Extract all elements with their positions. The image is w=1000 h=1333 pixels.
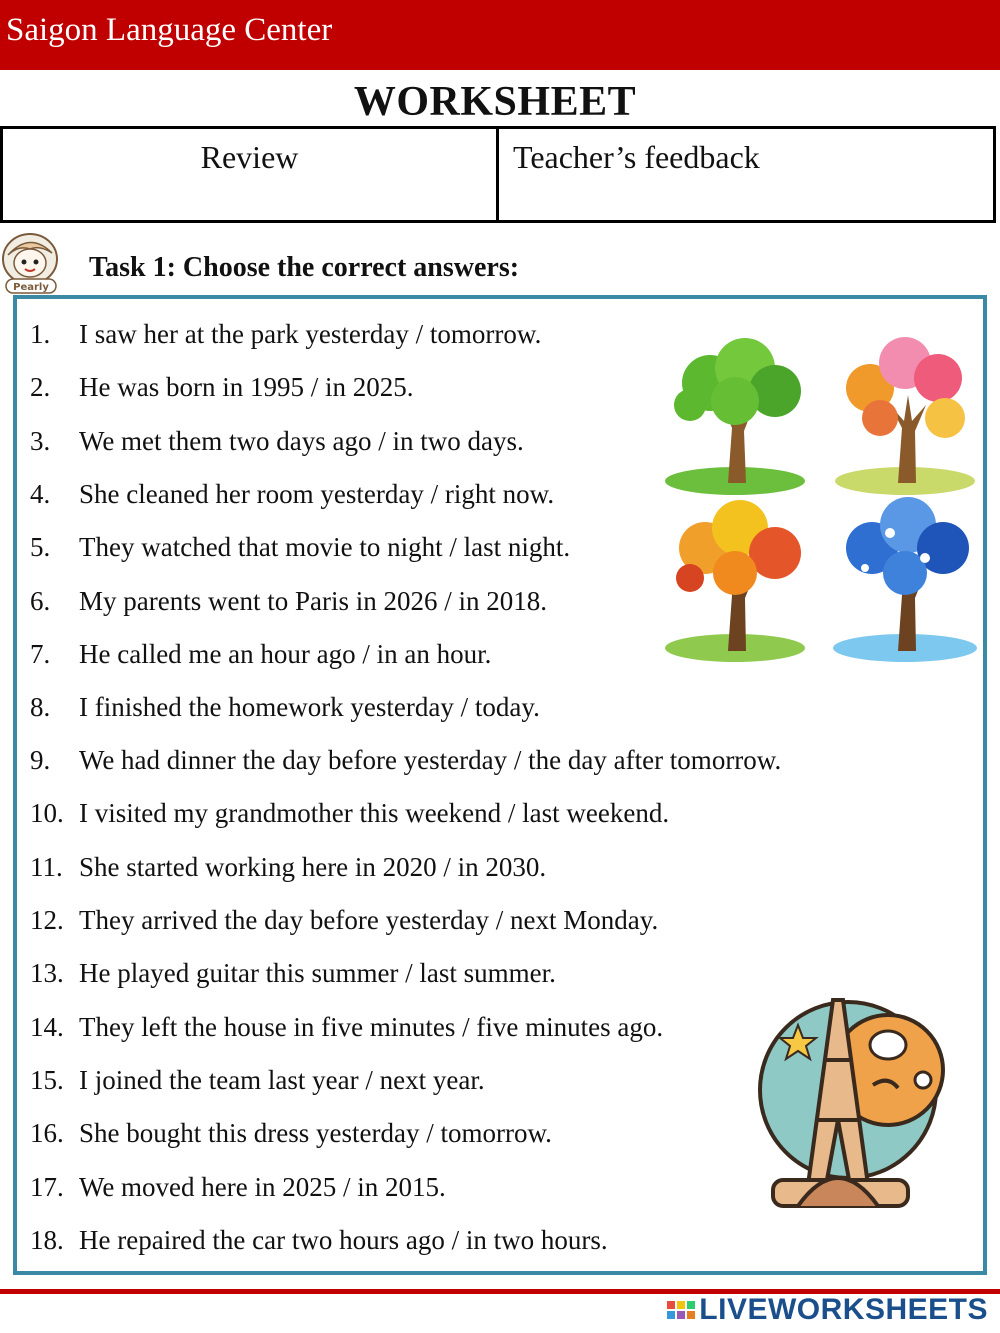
review-feedback-table bbox=[0, 126, 996, 223]
question-item: 17. We moved here in 2025 / in 2015. bbox=[30, 1172, 446, 1202]
liveworksheets-brand: LIVEWORKSHEETS bbox=[699, 1293, 988, 1326]
question-item: 1. I saw her at the park yesterday / tomorrow. bbox=[30, 319, 542, 349]
page-title: WORKSHEET bbox=[353, 79, 637, 125]
teacher-feedback-cell: Teacher’s feedback bbox=[513, 139, 760, 175]
pearly-mascot-icon bbox=[0, 231, 64, 295]
question-item: 18. He repaired the car two hours ago / in two hours. bbox=[30, 1225, 608, 1255]
header-bar bbox=[0, 0, 1000, 70]
question-item: 15. I joined the team last year / next year. bbox=[30, 1065, 485, 1095]
question-item: 12. They arrived the day before yesterday / next Monday. bbox=[30, 905, 659, 935]
question-item: 3. We met them two days ago / in two days. bbox=[30, 426, 524, 456]
question-item: 7. He called me an hour ago / in an hour. bbox=[30, 639, 492, 669]
question-item: 9. We had dinner the day before yesterday / the day after tomorrow. bbox=[30, 745, 782, 775]
eiffel-tower-sticker-icon bbox=[738, 980, 958, 1225]
liveworksheets-logo bbox=[667, 1293, 988, 1327]
question-item: 5. They watched that movie to night / last night. bbox=[30, 532, 571, 562]
liveworksheets-logo-icon bbox=[667, 1301, 695, 1319]
question-item: 11. She started working here in 2020 / in 2030. bbox=[30, 852, 547, 882]
review-cell: Review bbox=[3, 129, 499, 220]
question-item: 2. He was born in 1995 / in 2025. bbox=[30, 372, 414, 402]
question-item: 13. He played guitar this summer / last summer. bbox=[30, 958, 556, 988]
question-item: 6. My parents went to Paris in 2026 / in 2018. bbox=[30, 586, 547, 616]
organization-name: Saigon Language Center bbox=[6, 12, 333, 48]
question-item: 16. She bought this dress yesterday / tomorrow. bbox=[30, 1118, 552, 1148]
question-item: 8. I finished the homework yesterday / today. bbox=[30, 692, 540, 722]
task1-heading: Task 1: Choose the correct answers: bbox=[89, 252, 520, 283]
question-item: 4. She cleaned her room yesterday / right now. bbox=[30, 479, 555, 509]
question-item: 10. I visited my grandmother this weekend / last weekend. bbox=[30, 798, 670, 828]
question-item: 14. They left the house in five minutes / five minutes ago. bbox=[30, 1012, 664, 1042]
four-seasons-trees-icon bbox=[660, 333, 980, 665]
mascot-label: Pearly bbox=[13, 282, 49, 293]
